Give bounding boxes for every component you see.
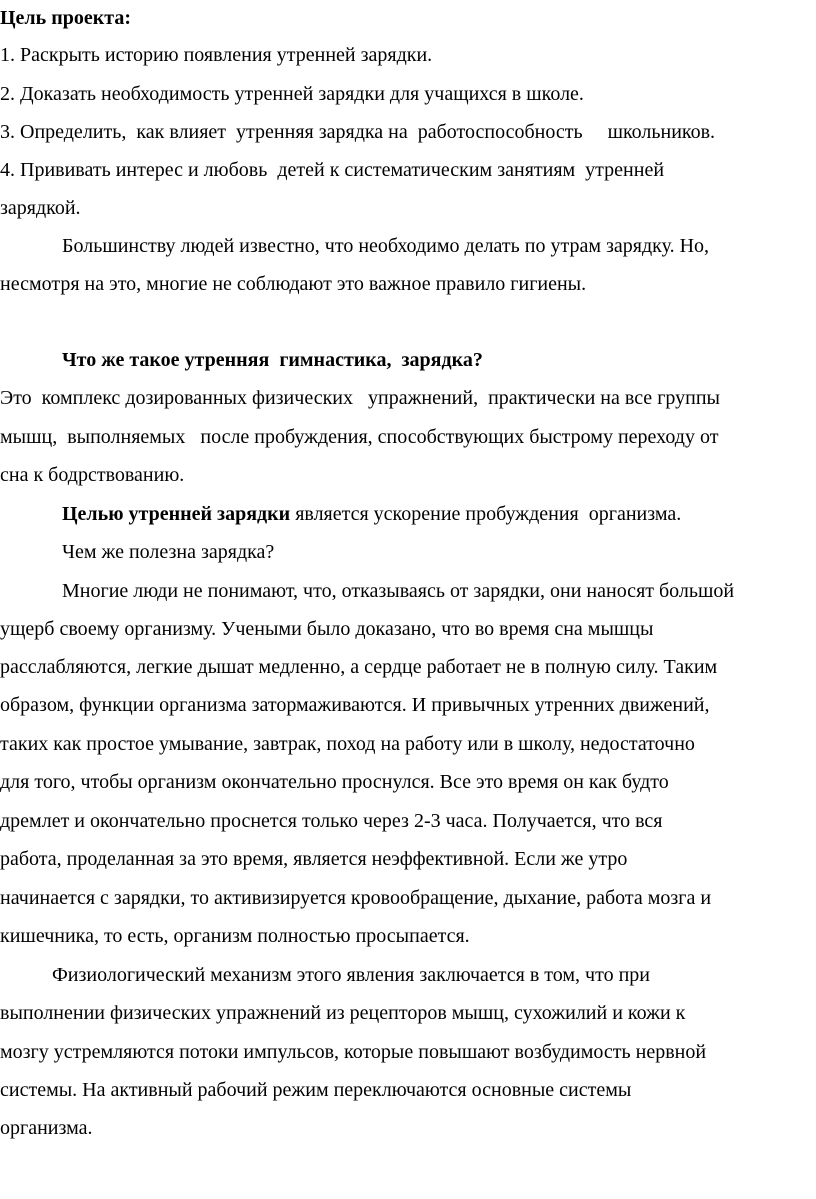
benefit-line-6: для того, чтобы организм окончательно проснулся. Все это время он как будто bbox=[0, 771, 669, 793]
goal-item-1: 1. Раскрыть историю появления утренней зарядки. bbox=[0, 44, 433, 66]
benefit-line-1: Многие люди не понимают, что, отказываясь от зарядки, они наносят большой bbox=[62, 580, 735, 602]
definition-question: Что же такое утренняя гимнастика, зарядка? bbox=[62, 349, 483, 371]
benefit-line-3: расслабляются, легкие дышат медленно, а сердце работает не в полную силу. Таким bbox=[0, 656, 718, 678]
benefit-question: Чем же полезна зарядка? bbox=[62, 541, 275, 563]
intro-line-1: Большинству людей известно, что необходимо делать по утрам зарядку. Но, bbox=[62, 235, 710, 257]
goal-item-3: 3. Определить, как влияет утренняя зарядка на работоспособность школьников. bbox=[0, 121, 716, 143]
purpose-bold: Целью утренней зарядки bbox=[62, 503, 291, 525]
benefit-line-5: таких как простое умывание, завтрак, поход на работу или в школу, недостаточно bbox=[0, 733, 695, 755]
goals-heading: Цель проекта: bbox=[0, 7, 132, 29]
goal-item-2: 2. Доказать необходимость утренней зарядки для учащихся в школе. bbox=[0, 83, 584, 105]
mechanism-line-1: Физиологический механизм этого явления заключается в том, что при bbox=[52, 964, 650, 986]
purpose-rest: является ускорение пробуждения организма. bbox=[290, 503, 682, 525]
definition-line-3: сна к бодрствованию. bbox=[0, 464, 185, 486]
definition-line-2: мышц, выполняемых после пробуждения, способствующих быстрому переходу от bbox=[0, 426, 719, 448]
mechanism-line-4: системы. На активный рабочий режим переключаются основные системы bbox=[0, 1079, 632, 1101]
mechanism-line-5: организма. bbox=[0, 1117, 93, 1139]
goal-item-4-continued: зарядкой. bbox=[0, 197, 81, 219]
mechanism-line-2: выполнении физических упражнений из рецепторов мышц, сухожилий и кожи к bbox=[0, 1002, 686, 1024]
benefit-line-7: дремлет и окончательно проснется только через 2-3 часа. Получается, что вся bbox=[0, 810, 663, 832]
purpose-line bbox=[62, 502, 681, 526]
mechanism-line-3: мозгу устремляются потоки импульсов, которые повышают возбудимость нервной bbox=[0, 1041, 707, 1063]
goal-item-4: 4. Прививать интерес и любовь детей к систематическим занятиям утренней bbox=[0, 159, 665, 181]
benefit-line-10: кишечника, то есть, организм полностью просыпается. bbox=[0, 925, 470, 947]
benefit-line-2: ущерб своему организму. Учеными было доказано, что во время сна мышцы bbox=[0, 618, 654, 640]
benefit-line-4: образом, функции организма затормаживаются. И привычных утренних движений, bbox=[0, 694, 710, 716]
definition-line-1: Это комплекс дозированных физических упражнений, практически на все группы bbox=[0, 387, 720, 409]
benefit-line-8: работа, проделанная за это время, является неэффективной. Если же утро bbox=[0, 848, 628, 870]
benefit-line-9: начинается с зарядки, то активизируется кровообращение, дыхание, работа мозга и bbox=[0, 887, 712, 909]
intro-line-2: несмотря на это, многие не соблюдают это важное правило гигиены. bbox=[0, 273, 587, 295]
